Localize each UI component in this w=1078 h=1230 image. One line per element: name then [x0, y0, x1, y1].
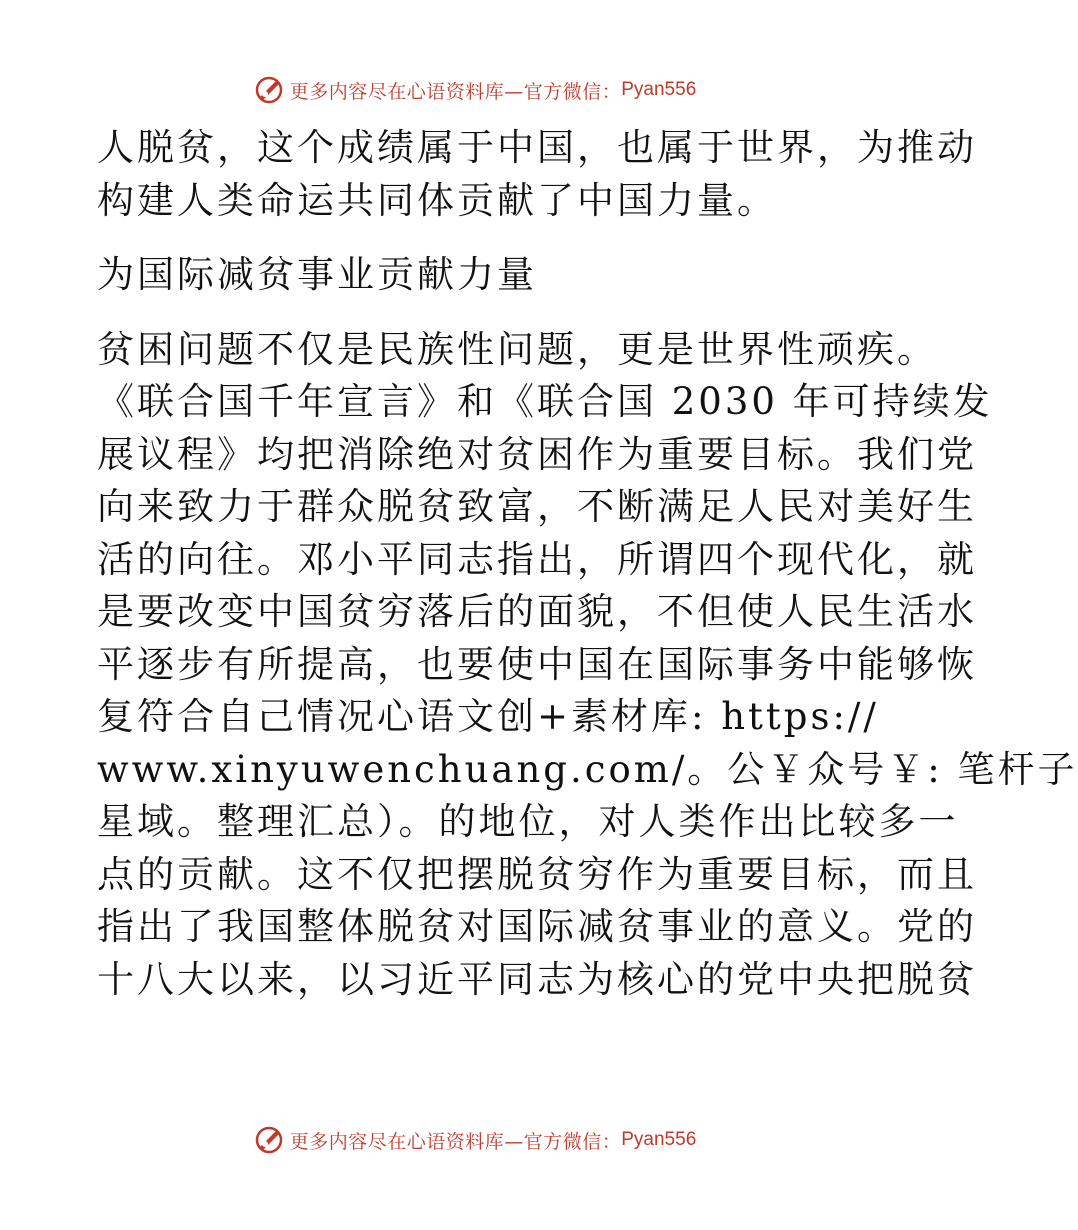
body-line: 点的贡献。这不仅把摆脱贫穷作为重要目标，而且 — [97, 852, 977, 896]
header-banner — [0, 70, 950, 110]
pen-logo-icon — [254, 1125, 284, 1155]
body-line: 展议程》均把消除绝对贫困作为重要目标。我们党 — [97, 432, 977, 476]
body-line: 十八大以来，以习近平同志为核心的党中央把脱贫 — [97, 957, 977, 1001]
body-line: 活的向往。邓小平同志指出，所谓四个现代化，就 — [97, 537, 977, 581]
body-line: 复符合自己情况心语文创+素材库: https:// — [97, 695, 879, 738]
body-line: 《联合国千年宣言》和《联合国 2030 年可持续发 — [97, 380, 993, 423]
body-line: 人脱贫，这个成绩属于中国，也属于世界，为推动 — [97, 126, 977, 169]
body-line: 贫困问题不仅是民族性问题，更是世界性顽疾。 — [97, 327, 937, 371]
pen-logo-icon — [254, 75, 284, 105]
body-line: 是要改变中国贫穷落后的面貌，不但使人民生活水 — [97, 590, 977, 633]
body-line: 平逐步有所提高，也要使中国在国际事务中能够恢 — [97, 642, 977, 686]
body-line: 星域。整理汇总）。的地位，对人类作出比较多一 — [97, 800, 959, 843]
banner-text: 更多内容尽在心语资料库—官方微信： — [289, 80, 622, 103]
wechat-id: Pyan556 — [621, 79, 697, 100]
body-line: 构建人类命运共同体贡献了中国力量。 — [97, 178, 777, 222]
body-line: 向来致力于群众脱贫致富，不断满足人民对美好生 — [97, 485, 977, 528]
body-line: www.xinyuwenchuang.com/。公￥众号￥: 笔杆子 — [97, 747, 1078, 791]
document-body — [97, 122, 1078, 1006]
footer-banner — [0, 1120, 950, 1160]
wechat-id: Pyan556 — [621, 1129, 697, 1150]
banner-text: 更多内容尽在心语资料库—官方微信： — [289, 1130, 622, 1153]
section-heading: 为国际减贫事业贡献力量 — [97, 253, 537, 296]
body-line: 指出了我国整体脱贫对国际减贫事业的意义。党的 — [97, 905, 977, 948]
